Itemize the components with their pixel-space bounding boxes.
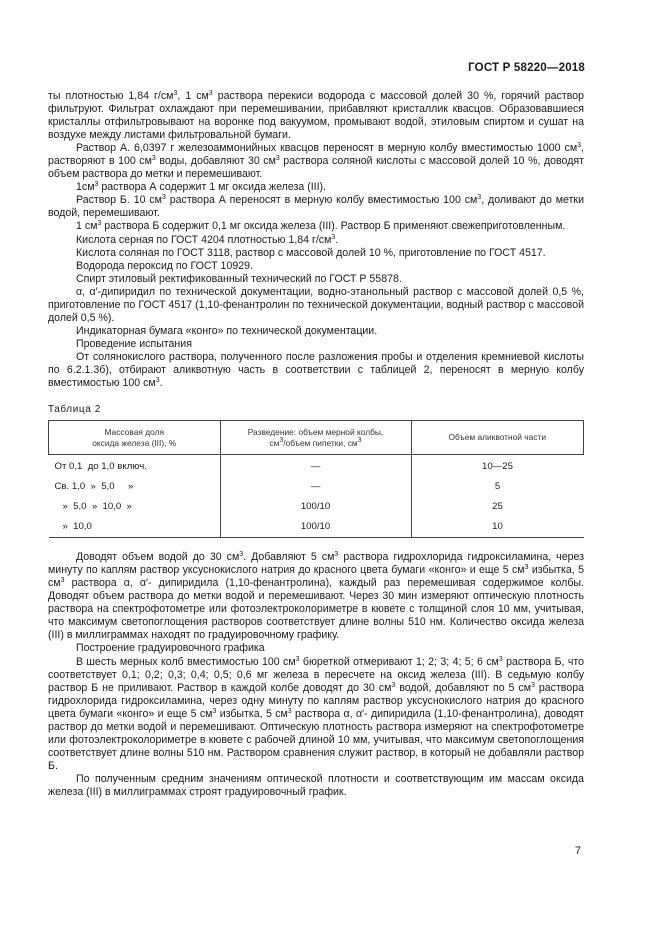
paragraph-p13: От солянокислого раствора, полученного после разложения пробы и отделения кремниевой кислоты по 6.2.1.3б), отбирают аликвотную часть в соответствии с таблицей 2, переносят в мерную колбу вместимостью 100 $см^3$.: [48, 350, 584, 390]
paragraph-p10: α, α′-дипиридил по технической документации, водно-этанольный раствор с массовой долей 0,5 %, приготовление по ГОСТ 4517 (1,10-фенантролин по технической документации, водный раствор с массовой долей 0,5 %).: [48, 285, 584, 324]
dilution-table: [48, 420, 584, 538]
table-header-row: [49, 421, 584, 455]
cell-dilution: —: [220, 455, 411, 478]
paragraph-p2: Раствор А. 6,0397 г железоаммонийных квасцов переносят в мерную колбу вместимостью 1000 $см^3$, растворяют в 100 $см^3$ воды, добавляют 30 $см^3$ раствора соляной кислоты с массовой долей 10 %, доводят объем раствора до метки и перемешивают.: [48, 142, 584, 181]
cell-mass-fraction: От 0,1 до 1,0 включ.: [54, 461, 147, 473]
cell-aliquot: 10—25: [482, 461, 513, 473]
cell-dilution: 100/10: [220, 517, 411, 538]
paragraph-p8: Водорода пероксид по ГОСТ 10929.: [76, 259, 253, 272]
page-number: 7: [574, 845, 581, 857]
cell-aliquot: 25: [492, 501, 503, 513]
standard-header: ГОСТ Р 58220—2018: [468, 62, 585, 74]
table-row: [49, 477, 584, 497]
paragraph-p14: Доводят объем водой до 30 $см^3$. Добавляют 5 $см^3$ раствора гидрохлорида гидроксиламина, через минуту по каплям раствор уксуснокислого натрия до красного цвета бумаги «конго» и еще 5 $см^3$ избытка, 5 $см^3$ раствора α, α′- дипиридила (1,10-фенантролина), каждый раз перемешивая содержимое колбы. Доводят объем раствора до метки водой и перемешивают. Через 30 мин измеряют оптическую плотность раствора на спектрофотометре или фотоэлектроколориметре в кювете с толщиной слоя 10 мм, учитывая, что максимум светопоглощения растворов соответствует длине волны 510 нм. Количество оксида железа (III) в миллиграммах находят по градуировочному графику.: [48, 551, 585, 642]
paragraph-p9: Спирт этиловый ректификованный технический по ГОСТ Р 55878.: [76, 272, 402, 285]
cell-mass-fraction: » 5,0 » 10,0 »: [54, 501, 132, 513]
paragraph-p1: ты плотностью 1,84 $г/см^3$, 1 $см^3$ раствора перекиси водорода с массовой долей 30 %, горячий раствор фильтруют. Фильтрат охлаждают при перемешивании, прибавляют кристаллик квасцов. Образовавшиеся кристаллы отфильтровывают на воронке под вакуумом, промывают водой, этиловым спиртом и сушат на воздухе между листами фильтровальной бумаги.: [48, 90, 584, 142]
cell-aliquot: 5: [494, 481, 501, 493]
header-aliquot-volume: Объем аликвотной части: [411, 421, 584, 455]
paragraph-p12: Проведение испытания: [76, 337, 192, 350]
document-body: [48, 90, 584, 799]
paragraphs-bottom: [48, 551, 584, 799]
header-mass-fraction: Массовая доля оксида железа (III), %: [49, 421, 221, 455]
cell-mass-fraction: » 10,0: [49, 517, 221, 538]
cell-dilution: —: [220, 477, 411, 497]
cell-aliquot: 10: [411, 517, 584, 538]
paragraph-p15: Построение градуировочного графика: [76, 642, 265, 655]
cell-dilution: 100/10: [220, 497, 411, 517]
paragraph-p11: Индикаторная бумага «конго» по технической документации.: [76, 324, 378, 337]
paragraph-p17: По полученным средним значениям оптической плотности и соответствующим им массам оксида железа (III) в миллиграммах строят градуировочный график.: [48, 772, 584, 798]
paragraph-p3: $1см^3$ раствора А содержит 1 мг оксида железа (III).: [76, 181, 327, 194]
table-row: [49, 517, 584, 538]
table-caption: Таблица 2: [48, 404, 101, 416]
table-row: [49, 497, 584, 517]
paragraphs-top: [48, 90, 584, 390]
table-row: [49, 455, 584, 478]
paragraph-p4: Раствор Б. 10 $см^3$ раствора А переносят в мерную колбу вместимостью 100 $см^3$, доливают до метки водой, перемешивают.: [48, 194, 584, 220]
paragraph-p5: 1 $см^3$ раствора Б содержит 0,1 мг оксида железа (III). Раствор Б применяют свежеприготовленным.: [76, 220, 566, 233]
paragraph-p7: Кислота соляная по ГОСТ 3118, раствор с массовой долей 10 %, приготовление по ГОСТ 4517.: [76, 246, 546, 259]
paragraph-p16: В шесть мерных колб вместимостью 100 $см^3$ бюреткой отмеривают 1; 2; 3; 4; 5; 6 $см^3$ раствора Б, что соответствует 0,1; 0,2; 0,3; 0,4; 0,5; 0,6 мг железа в пересчете на оксид железа (III). В седьмую колбу раствор Б не приливают. Раствор в каждой колбе доводят до 30 $см^3$ водой, добавляют по 5 $см^3$ раствора гидрохлорида гидроксиламина, через одну минуту по каплям раствор уксуснокислого натрия до красного цвета бумаги «конго» и еще 5 $см^3$ избытка, 5 $см^3$ раствора α, α′- дипиридила (1,10-фенантролина), доводят раствор до метки водой и перемешивают. Оптическую плотность раствора измеряют на спектрофотометре или фотоэлектроколориметре в кювете с рабочей длиной 10 мм, учитывая, что максимум светопоглощения соответствует длине волны 510 нм. Раствором сравнения служит раствор, в который не добавляли раствор Б.: [48, 655, 584, 772]
cell-mass-fraction: Св. 1,0 » 5,0 »: [54, 481, 134, 493]
header-dilution: Разведение: объем мерной колбы, $см^3$/объем пипетки, $см^3$: [220, 421, 411, 455]
table-2: [48, 403, 584, 538]
paragraph-p6: Кислота серная по ГОСТ 4204 плотностью 1,84 $г/см^3$.: [76, 233, 339, 246]
